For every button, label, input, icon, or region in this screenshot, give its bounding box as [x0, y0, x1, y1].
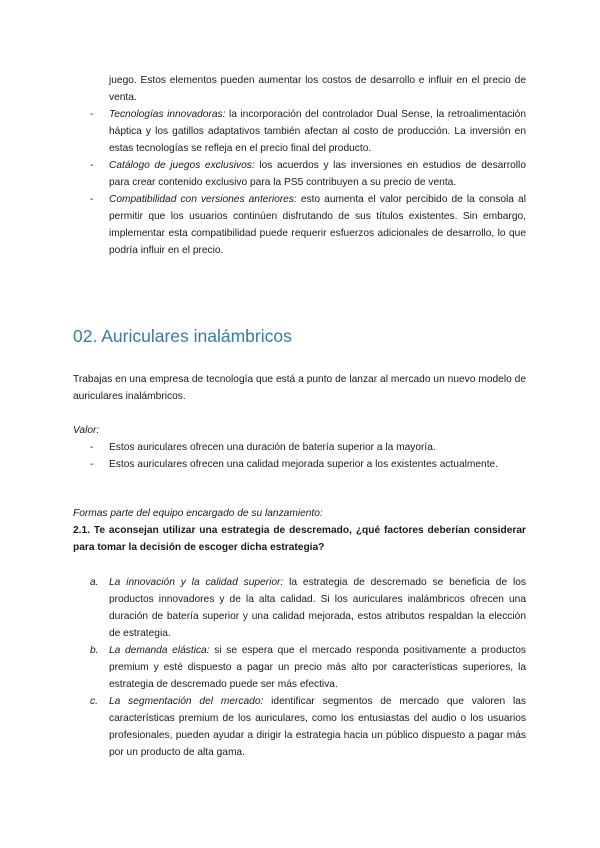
- bullet-text: esto aumenta el valor percibido de la consola al permitir que los usuarios continúen disfrutando de sus títulos existentes. Sin embargo, implementar esta compatibilidad puede requerir esfuerzos adicionales de desarrollo, lo que podría influir en el precio.: [109, 194, 526, 256]
- answer-term: La demanda elástica:: [109, 645, 210, 656]
- valor-item-text: Estos auriculares ofrecen una duración de batería superior a la mayoría.: [109, 442, 436, 453]
- answer-text: identificar segmentos de mercado que valoren las características premium de los auriculares, como los entusiastas del audio o los usuarios profesionales, pueden ayudar a dirigir la estrategia hacia un público dispuesto a pagar más por un producto de alta gama.: [109, 696, 526, 758]
- answer-text: si se espera que el mercado responda positivamente a productos premium y esté dispuesto a pagar un precio más alto por características superiores, la estrategia de descremado puede ser más efectiva.: [109, 645, 526, 690]
- bullet-term: Tecnologías innovadoras:: [109, 109, 226, 120]
- answer-term: La segmentación del mercado:: [109, 696, 264, 707]
- bullet-term: Compatibilidad con versiones anteriores:: [109, 194, 297, 205]
- list-item: [90, 439, 526, 456]
- answer-text: la estrategia de descremado se beneficia de los productos innovadores y de la alta calidad. Si los auriculares inalámbricos ofrecen una duración de batería superior y una calidad mejorada, estos atributos respaldan la elección de estrategia.: [109, 577, 526, 639]
- dash-marker: -: [90, 194, 94, 205]
- answer-marker: a.: [90, 577, 99, 588]
- list-item: [90, 574, 526, 642]
- dash-marker: -: [90, 459, 94, 470]
- section-heading: 02. Auriculares inalámbricos: [73, 326, 292, 346]
- list-item: [90, 693, 526, 761]
- valor-list: [90, 439, 526, 473]
- team-note: [73, 505, 526, 522]
- list-item: [90, 106, 526, 157]
- continuation-paragraph: juego. Estos elementos pueden aumentar los costos de desarrollo e influir en el precio de venta.: [109, 75, 526, 103]
- answer-list: [90, 574, 526, 761]
- list-item: [90, 191, 526, 259]
- bullet-text: la incorporación del controlador Dual Sense, la retroalimentación háptica y los gatillos adaptativos también afectan al costo de producción. La inversión en estas tecnologías se refleja en el precio final del producto.: [109, 109, 526, 154]
- bullet-term: Catálogo de juegos exclusivos:: [109, 160, 255, 171]
- dash-marker: -: [90, 442, 94, 453]
- answer-marker: c.: [90, 696, 98, 707]
- feature-bullet-list: [90, 106, 526, 259]
- question-text: 2.1. Te aconsejan utilizar una estrategia de descremado, ¿qué factores deberían considerar para tomar la decisión de escoger dicha estrategia?: [73, 525, 526, 553]
- dash-marker: -: [90, 109, 94, 120]
- intro-paragraph: Trabajas en una empresa de tecnología que está a punto de lanzar al mercado un nuevo modelo de auriculares inalámbricos.: [73, 374, 526, 402]
- valor-label-text: Valor:: [73, 425, 100, 436]
- list-item: [90, 642, 526, 693]
- answer-marker: b.: [90, 645, 99, 656]
- team-note-text: Formas parte del equipo encargado de su lanzamiento:: [73, 508, 323, 519]
- list-item: [90, 456, 526, 473]
- dash-marker: -: [90, 160, 94, 171]
- answer-term: La innovación y la calidad superior:: [109, 577, 284, 588]
- list-item: [90, 157, 526, 191]
- bullet-text: los acuerdos y las inversiones en estudios de desarrollo para crear contenido exclusivo para la PS5 contribuyen a su precio de venta.: [109, 160, 526, 188]
- valor-label: [73, 422, 526, 439]
- valor-item-text: Estos auriculares ofrecen una calidad mejorada superior a los existentes actualmente.: [109, 459, 499, 470]
